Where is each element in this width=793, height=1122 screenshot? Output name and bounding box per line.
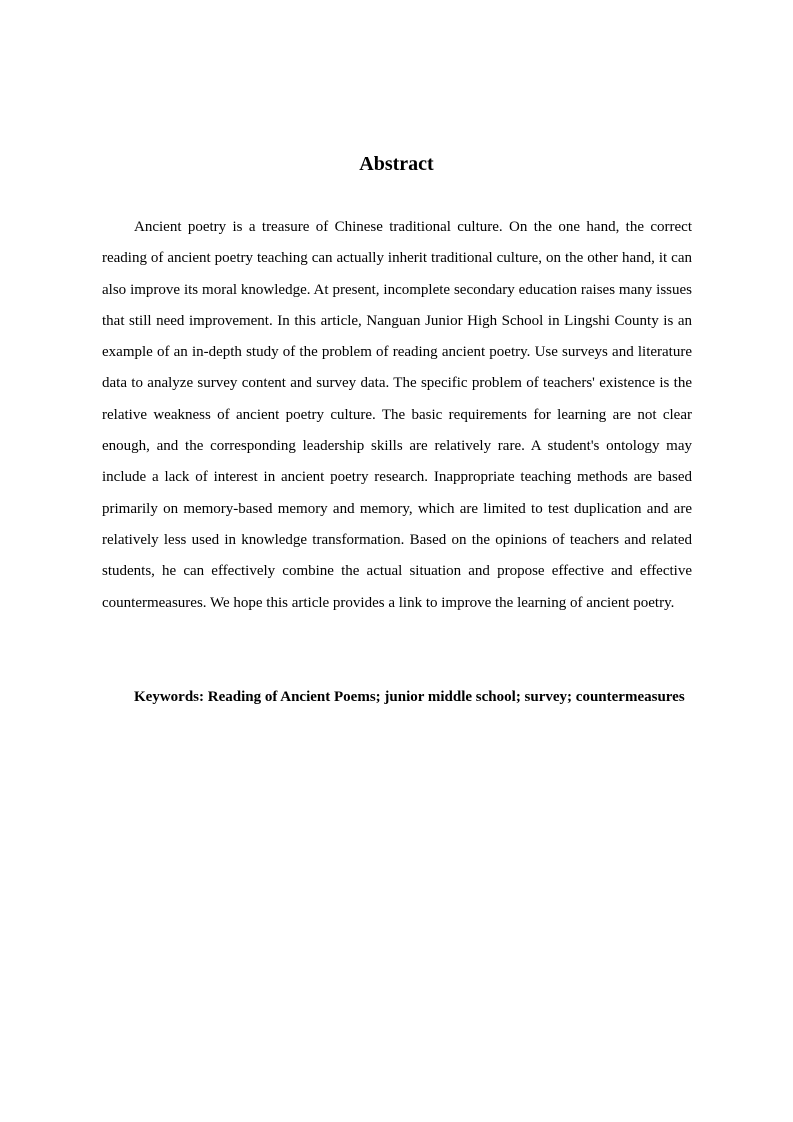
keywords-text: Reading of Ancient Poems; junior middle school; survey; countermeasures xyxy=(207,689,685,705)
keywords-paragraph xyxy=(102,681,692,713)
keywords-label: Keywords: xyxy=(134,689,204,705)
abstract-body: Ancient poetry is a treasure of Chinese traditional culture. On the one hand, the correct reading of ancient poetry teaching can actually inherit traditional culture, on the other hand, it can also improve its moral knowledge. At present, incomplete secondary education raises many issues that still need improvement. In this article, Nanguan Junior High School in Lingshi County is an example of an in-depth study of the problem of reading ancient poetry. Use surveys and literature data to analyze survey content and survey data. The specific problem of teachers' existence is the relative weakness of ancient poetry culture. The basic requirements for learning are not clear enough, and the corresponding leadership skills are relatively rare. A student's ontology may include a lack of interest in ancient poetry research. Inappropriate teaching methods are based primarily on memory-based memory and memory, which are limited to test duplication and are relatively less used in knowledge transformation. Based on the opinions of teachers and related students, he can effectively combine the actual situation and propose effective and effective countermeasures. We hope this article provides a link to improve the learning of ancient poetry. xyxy=(102,219,692,611)
abstract-title: Abstract xyxy=(359,153,434,175)
